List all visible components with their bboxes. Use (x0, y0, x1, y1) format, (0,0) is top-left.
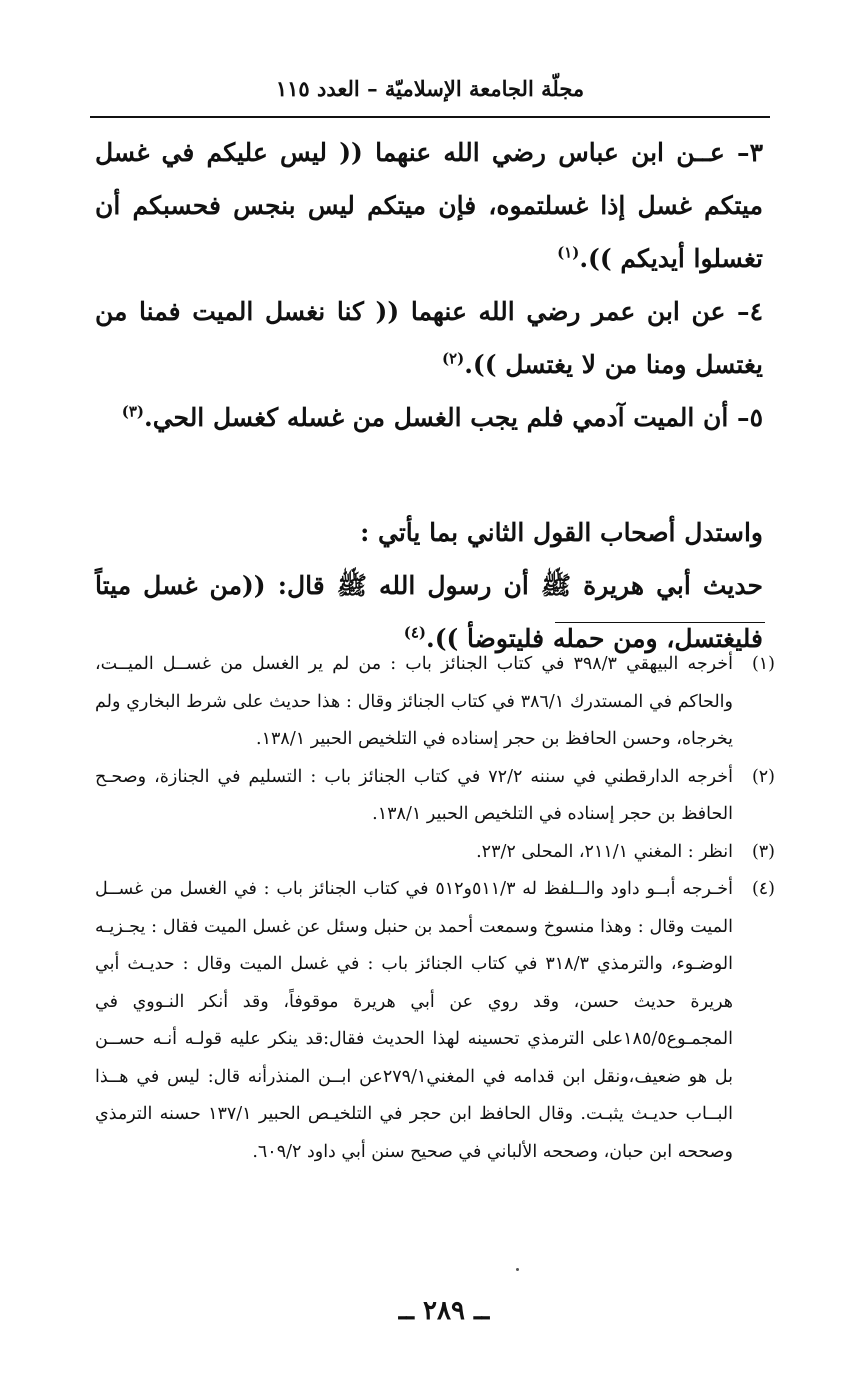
footnote-2 (95, 759, 775, 834)
section-intro: واستدل أصحاب القول الثاني بما يأتي : (360, 518, 763, 547)
paragraph-text: حديث أبي هريرة ﷺ أن رسول الله ﷺ قال: ((من غسل ميتاً فليغتسل، ومن حمله فليتوضأ )). (95, 571, 763, 653)
footnote-number: (١) (751, 654, 775, 674)
paragraph-text: ٣– عــن ابن عباس رضي الله عنهما (( ليس عليكم في غسل ميتكم غسل إذا غسلتموه، فإن ميتكم ليس بنجس فحسبكم أن تغسلوا أيديكم )). (95, 138, 763, 273)
footnote-ref: (٤) (403, 623, 426, 642)
print-speck (516, 1268, 519, 1271)
footnote-4 (95, 871, 775, 1171)
header-rule (90, 116, 770, 118)
paragraph-text: ٥– أن الميت آدمي فلم يجب الغسل من غسله كغسل الحي. (144, 403, 763, 432)
footnote-number: (٢) (751, 766, 775, 787)
paragraph-3 (95, 126, 763, 285)
footnote-text: أخـرجه أبــو داود والــلفظ له ٥١١/٣و٥١٢ في كتاب الجنائز باب : في الغسل من غســل الميت وقال : وهذا منسوخ وسمعت أحمد بن حنبل وسئل عن غسل الميت فقال : يجـزيـه الوضـوء، والترمذي ٣١٨/٣ في كتاب الجنائز باب : في غسل الميت وقال : حديـث أبي هريرة حديث حسن، وقد روي عن أبي هريرة موقوفاً، وقد أنكر النـووي في المجمـوع١٨٥/٥على الترمذي تحسينه لهذا الحديث فقال:قد ينكر عليه قولـه أنـه حســن بل هو ضعيف،ونقل ابن قدامه في المغني٢٧٩/١عن ابــن المنذرأنه قال: ليس في هــذا البــاب حديـث يثبـت. وقال الحافظ ابن حجر في التلخيـص الحبير ١٣٧/١ حسنه الترمذي وصححه ابن حبان، وصححه الألباني في صحيح سنن أبي داود ٦٠٩/٢. (95, 879, 734, 1162)
footnote-1 (95, 646, 775, 759)
footnote-text: أخرجه البيهقي ٣٩٨/٣ في كتاب الجنائز باب : من لم ير الغسل من غســل الميــت، والحاكم في المستدرك ٣٨٦/١ في كتاب الجنائز وقال : هذا حديث على شرط البخاري ولم يخرجاه، وحسن الحافظ بن حجر إسناده في التلخيص الحبير ١٣٨/١. (95, 654, 733, 749)
page-number: ــ ٢٨٩ ــ (398, 1296, 490, 1326)
footnote-text: أخرجه الدارقطني في سننه ٧٢/٢ في كتاب الجنائز باب : التسليم في الجنازة، وصحـح الحافظ بن حجر إسناده في التلخيص الحبير ١٣٨/١. (95, 766, 733, 824)
footnote-text: انظر : المغني ٢١١/١، المحلى ٢٣/٢. (476, 841, 733, 862)
footnote-3 (95, 834, 775, 872)
footnote-ref: (٣) (121, 402, 145, 421)
footnote-number: (٣) (751, 841, 775, 862)
footnote-ref: (١) (557, 243, 580, 262)
footnote-separator (555, 622, 765, 623)
paragraph-4 (95, 285, 763, 391)
paragraph-5 (95, 391, 763, 444)
paragraph-text: ٤– عن ابن عمر رضي الله عنهما (( كنا نغسل الميت فمنا من يغتسل ومنا من لا يغتسل )). (95, 297, 763, 379)
footnote-ref: (٢) (441, 349, 465, 368)
journal-header: مجلّة الجامعة الإسلاميّة – العدد ١١٥ (275, 76, 585, 101)
main-text (95, 126, 763, 665)
paragraph-gap (95, 444, 763, 506)
footnotes (95, 646, 775, 1171)
footnote-number: (٤) (751, 879, 775, 899)
